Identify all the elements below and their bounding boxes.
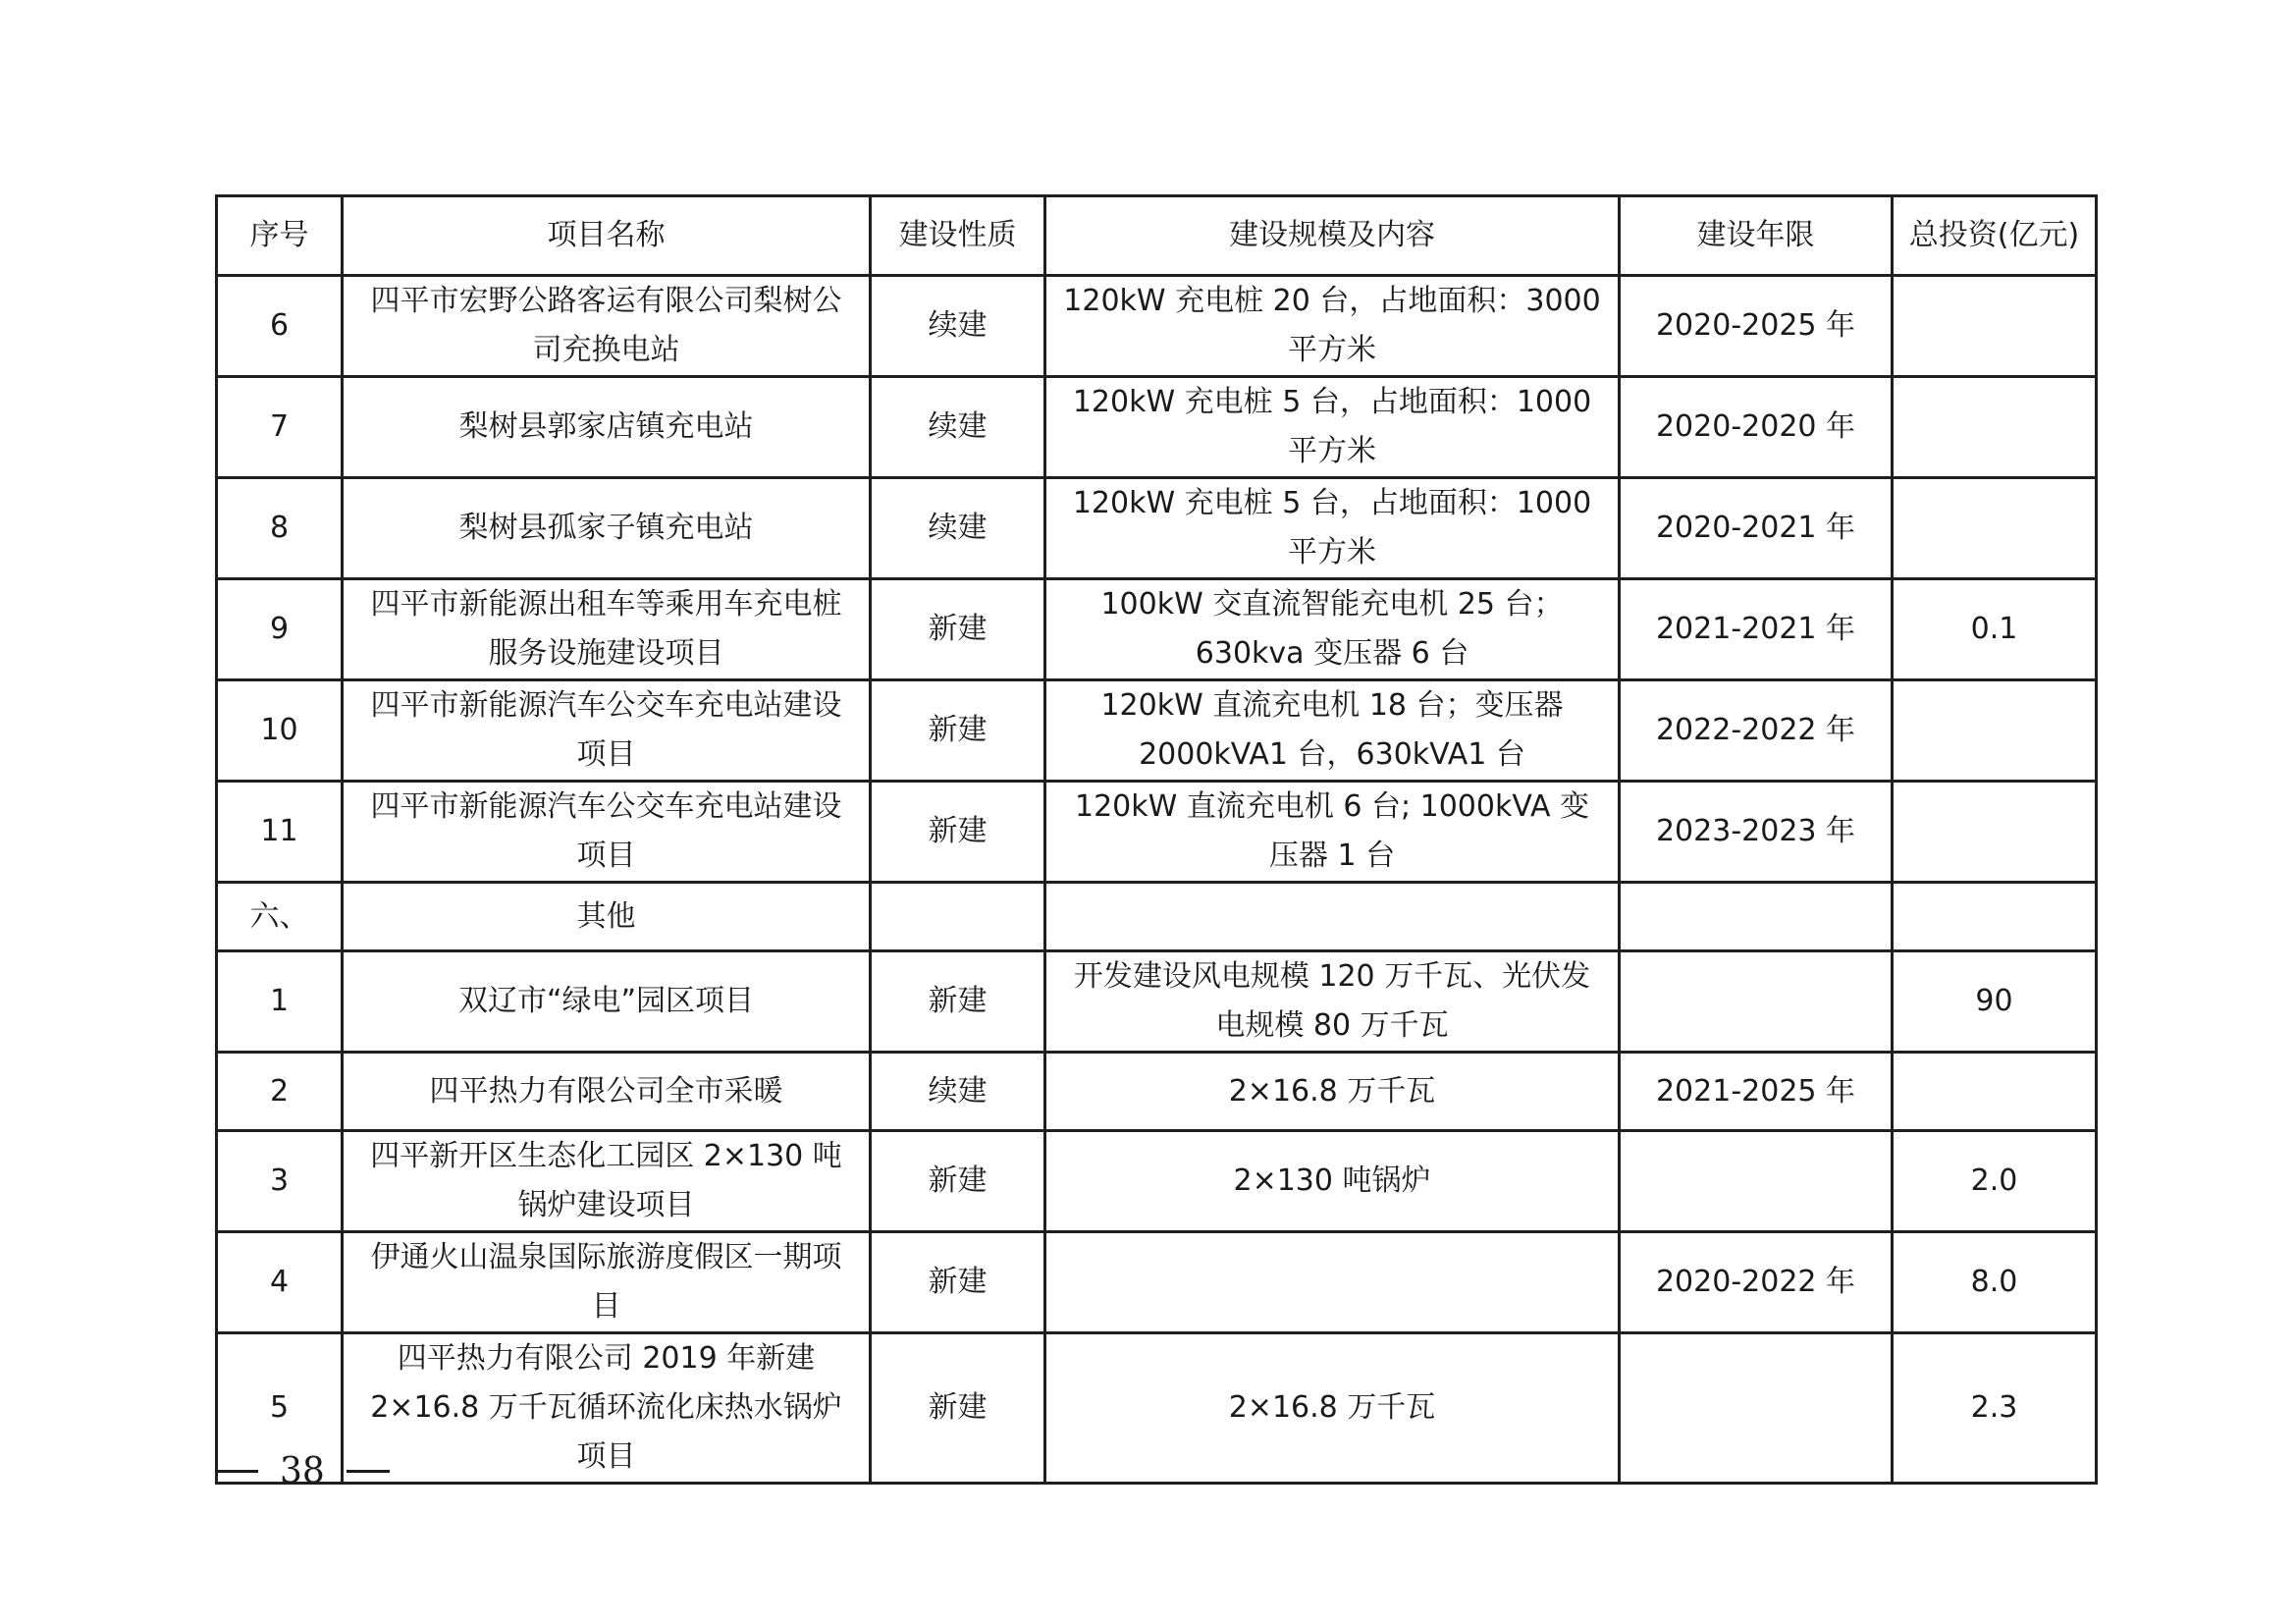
cell-nature bbox=[871, 883, 1045, 951]
cell-period bbox=[1620, 951, 1893, 1053]
header-project-name: 项目名称 bbox=[343, 196, 871, 276]
cell-index: 4 bbox=[217, 1232, 343, 1333]
cell-period: 2020-2020 年 bbox=[1620, 377, 1893, 478]
cell-nature: 新建 bbox=[871, 1232, 1045, 1333]
cell-period: 2020-2021 年 bbox=[1620, 478, 1893, 579]
cell-project-name: 四平市新能源汽车公交车充电站建设项目 bbox=[343, 782, 871, 883]
cell-nature: 续建 bbox=[871, 276, 1045, 377]
cell-index: 1 bbox=[217, 951, 343, 1053]
cell-period bbox=[1620, 1333, 1893, 1484]
cell-project-name: 四平热力有限公司 2019 年新建 2×16.8 万千瓦循环流化床热水锅炉项目 bbox=[343, 1333, 871, 1484]
header-index: 序号 bbox=[217, 196, 343, 276]
cell-index: 11 bbox=[217, 782, 343, 883]
table-row bbox=[217, 1131, 2097, 1232]
cell-period: 2020-2022 年 bbox=[1620, 1232, 1893, 1333]
table-body bbox=[217, 276, 2097, 1484]
cell-period: 2021-2021 年 bbox=[1620, 579, 1893, 680]
table-row bbox=[217, 1053, 2097, 1131]
cell-project-name: 梨树县郭家店镇充电站 bbox=[343, 377, 871, 478]
cell-investment bbox=[1893, 782, 2097, 883]
table-row bbox=[217, 276, 2097, 377]
cell-nature: 新建 bbox=[871, 782, 1045, 883]
cell-nature: 新建 bbox=[871, 1131, 1045, 1232]
cell-period: 2023-2023 年 bbox=[1620, 782, 1893, 883]
page-number-value: 38 bbox=[280, 1450, 325, 1491]
cell-period: 2022-2022 年 bbox=[1620, 680, 1893, 782]
cell-project-name: 伊通火山温泉国际旅游度假区一期项目 bbox=[343, 1232, 871, 1333]
cell-period bbox=[1620, 883, 1893, 951]
cell-investment: 2.0 bbox=[1893, 1131, 2097, 1232]
header-nature: 建设性质 bbox=[871, 196, 1045, 276]
cell-project-name: 梨树县孤家子镇充电站 bbox=[343, 478, 871, 579]
cell-index: 6 bbox=[217, 276, 343, 377]
cell-project-name: 四平热力有限公司全市采暖 bbox=[343, 1053, 871, 1131]
table-row bbox=[217, 883, 2097, 951]
cell-investment bbox=[1893, 680, 2097, 782]
table-row bbox=[217, 579, 2097, 680]
cell-scale: 2×16.8 万千瓦 bbox=[1045, 1333, 1620, 1484]
cell-index: 3 bbox=[217, 1131, 343, 1232]
cell-nature: 新建 bbox=[871, 680, 1045, 782]
table-row bbox=[217, 1232, 2097, 1333]
table-row bbox=[217, 782, 2097, 883]
cell-scale: 120kW 充电桩 5 台，占地面积：1000 平方米 bbox=[1045, 478, 1620, 579]
cell-investment bbox=[1893, 1053, 2097, 1131]
cell-scale: 2×130 吨锅炉 bbox=[1045, 1131, 1620, 1232]
cell-investment bbox=[1893, 883, 2097, 951]
cell-project-name: 四平市新能源出租车等乘用车充电桩服务设施建设项目 bbox=[343, 579, 871, 680]
page-number bbox=[215, 1441, 390, 1500]
page-number-dash-left bbox=[215, 1470, 258, 1473]
cell-project-name: 四平市宏野公路客运有限公司梨树公司充换电站 bbox=[343, 276, 871, 377]
cell-investment: 2.3 bbox=[1893, 1333, 2097, 1484]
cell-investment bbox=[1893, 478, 2097, 579]
table-row bbox=[217, 951, 2097, 1053]
cell-index: 2 bbox=[217, 1053, 343, 1131]
cell-scale bbox=[1045, 1232, 1620, 1333]
cell-index: 六、 bbox=[217, 883, 343, 951]
cell-investment bbox=[1893, 377, 2097, 478]
cell-nature: 续建 bbox=[871, 1053, 1045, 1131]
cell-investment: 8.0 bbox=[1893, 1232, 2097, 1333]
cell-nature: 新建 bbox=[871, 1333, 1045, 1484]
cell-scale: 120kW 直流充电机 18 台；变压器 2000kVA1 台，630kVA1 台 bbox=[1045, 680, 1620, 782]
cell-scale: 开发建设风电规模 120 万千瓦、光伏发电规模 80 万千瓦 bbox=[1045, 951, 1620, 1053]
cell-nature: 续建 bbox=[871, 377, 1045, 478]
cell-project-name: 双辽市“绿电”园区项目 bbox=[343, 951, 871, 1053]
cell-project-name: 四平市新能源汽车公交车充电站建设项目 bbox=[343, 680, 871, 782]
table-row bbox=[217, 680, 2097, 782]
header-period: 建设年限 bbox=[1620, 196, 1893, 276]
cell-investment: 90 bbox=[1893, 951, 2097, 1053]
cell-scale: 2×16.8 万千瓦 bbox=[1045, 1053, 1620, 1131]
cell-index: 9 bbox=[217, 579, 343, 680]
table-row bbox=[217, 1333, 2097, 1484]
cell-scale: 120kW 充电桩 5 台，占地面积：1000 平方米 bbox=[1045, 377, 1620, 478]
page-number-dash-right bbox=[347, 1470, 390, 1473]
cell-period bbox=[1620, 1131, 1893, 1232]
cell-investment: 0.1 bbox=[1893, 579, 2097, 680]
cell-scale: 120kW 充电桩 20 台，占地面积：3000 平方米 bbox=[1045, 276, 1620, 377]
header-investment: 总投资(亿元) bbox=[1893, 196, 2097, 276]
cell-investment bbox=[1893, 276, 2097, 377]
cell-nature: 续建 bbox=[871, 478, 1045, 579]
cell-scale: 120kW 直流充电机 6 台; 1000kVA 变压器 1 台 bbox=[1045, 782, 1620, 883]
cell-index: 7 bbox=[217, 377, 343, 478]
table-header-row bbox=[217, 196, 2097, 276]
cell-nature: 新建 bbox=[871, 579, 1045, 680]
cell-scale bbox=[1045, 883, 1620, 951]
cell-period: 2020-2025 年 bbox=[1620, 276, 1893, 377]
cell-index: 8 bbox=[217, 478, 343, 579]
cell-project-name: 四平新开区生态化工园区 2×130 吨锅炉建设项目 bbox=[343, 1131, 871, 1232]
cell-index: 5 bbox=[217, 1333, 343, 1484]
cell-scale: 100kW 交直流智能充电机 25 台；630kva 变压器 6 台 bbox=[1045, 579, 1620, 680]
table-row bbox=[217, 377, 2097, 478]
cell-project-name: 其他 bbox=[343, 883, 871, 951]
cell-nature: 新建 bbox=[871, 951, 1045, 1053]
cell-index: 10 bbox=[217, 680, 343, 782]
cell-period: 2021-2025 年 bbox=[1620, 1053, 1893, 1131]
table-row bbox=[217, 478, 2097, 579]
header-scale: 建设规模及内容 bbox=[1045, 196, 1620, 276]
project-table bbox=[215, 194, 2098, 1485]
